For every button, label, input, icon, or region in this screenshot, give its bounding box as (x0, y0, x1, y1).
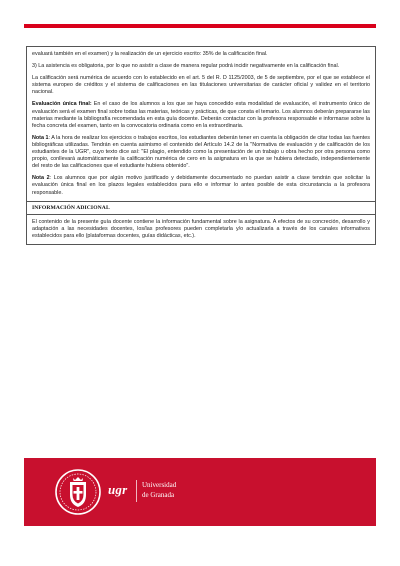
logo-ugr-mark: ugr (108, 482, 128, 497)
university-name-line-2: de Granada (142, 491, 175, 499)
single-final-label: Evaluación única final: (32, 101, 92, 108)
note-1-label: Nota 1 (32, 134, 49, 141)
single-final-paragraph (32, 101, 370, 129)
note-2-text: : Los alumnos que por algún motivo justificado y debidamente documentado no puedan asistir a clase tendrán que solicitar la evaluación única final en los plazos legales establecidos para ello e informar lo antes posible de esta circunstancia a la profesora responsable. (32, 175, 371, 196)
logo-divider (136, 480, 137, 502)
university-name (142, 480, 176, 500)
header-accent-bar (24, 24, 376, 28)
additional-info-text: El contenido de la presente guía docente contiene la información fundamental sobre la asignatura. A efectos de su concreción, desarrollo y adaptación a las necesidades docentes, los/las profesores pueden completarla y/o actualizarla a través de los canales informativos establecidos para ello (plataformas docentes, guías didácticas, etc.). (32, 218, 370, 239)
additional-info-section (27, 214, 375, 244)
note-2-label: Nota 2 (32, 175, 50, 182)
note-1-paragraph (32, 135, 370, 170)
grading-paragraph: La calificación será numérica de acuerdo con lo establecido en el art. 5 del R. D 1125/2003, de 5 de septiembre, por el que se establece el sistema europeo de créditos y el sistema de calificaciones en las titulaciones universitarias de carácter oficial y validez en el territorio nacional. (32, 75, 370, 96)
footer-band (24, 458, 376, 526)
single-final-text: En el caso de los alumnos a los que se haya concedido esta modalidad de evaluación, el instrumento único de evaluación será el examen final sobre todas las materias, teóricas y prácticas, de que consta el temario. Los alumnos deberán prepararse las materias mediante la bibliografía recomendada en esta guía docente. Deberán contactar con la profesora responsable e informarse sobre la fecha concreta del examen, tanto en la convocatoria ordinaria como en la extraordinaria. (32, 101, 370, 129)
additional-info-heading: INFORMACIÓN ADICIONAL (27, 201, 375, 214)
evaluation-section (27, 47, 375, 201)
university-name-line-1: Universidad (142, 481, 177, 489)
note-1-text: : A la hora de realizar los ejercicios o trabajos escritos, los estudiantes deberán tener en cuenta la obligación de citar todas las fuentes bibliográficas utilizadas. Tendrán en cuenta asimismo el contenido del Artículo 14.2 de la "Normativa de evaluación y de calificación de los estudiantes de la UGR", cuyo texto dice así: "El plagio, entendido como la presentación de un trabajo u obra hecho por otra persona como propio, conllevará automáticamente la calificación numérica de cero en la asignatura en la que se hubiera detectado, independientemente del resto de las calificaciones que el estudiante hubiera obtenido". (32, 134, 370, 170)
note-2-paragraph (32, 175, 370, 196)
guide-content-table (26, 46, 376, 245)
evaluation-paragraph-1: evaluará también en el examen) y la realización de un ejercicio escrito: 35% de la calificación final. (32, 51, 268, 57)
university-seal-icon (54, 468, 102, 516)
attendance-paragraph: 3) La asistencia es obligatoria, por lo que no asistir a clase de manera regular podrá incidir negativamente en la calificación final. (32, 63, 340, 70)
